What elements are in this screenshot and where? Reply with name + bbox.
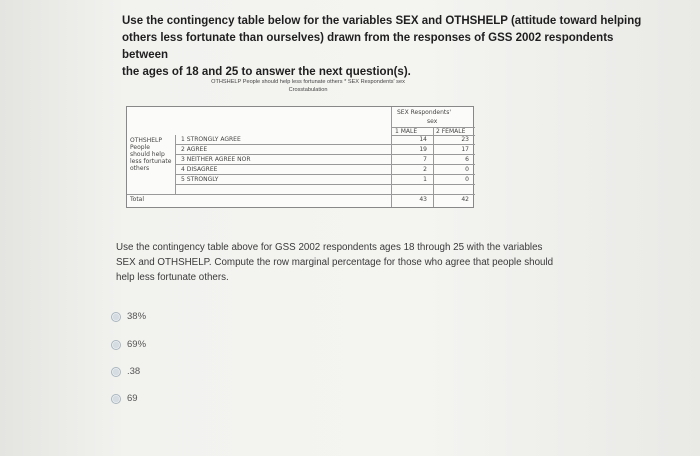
category-label: 2 AGREE: [181, 146, 208, 153]
radio-button[interactable]: [111, 367, 121, 377]
caption-line-1: OTHSHELP People should help less fortunate others * SEX Respondents' sex: [211, 79, 405, 85]
col-header-female: 2 FEMALE: [436, 128, 466, 135]
answer-option-1[interactable]: [111, 311, 146, 322]
caption-line-2: Crosstabulation: [288, 87, 328, 93]
male-count: 7: [423, 156, 427, 163]
option-label: 69: [127, 393, 138, 404]
row-var-line: others: [130, 165, 150, 172]
row-var-line: should help: [130, 151, 165, 158]
male-count: 19: [419, 146, 427, 153]
female-count: 0: [465, 176, 469, 183]
question-line-1: Use the contingency table below for the variables SEX and OTHSHELP (attitude toward helping: [122, 15, 642, 27]
total-male: 43: [419, 196, 427, 203]
row-var-line: OTHSHELP: [130, 137, 162, 144]
question-text: [122, 13, 642, 81]
instruction-text: [116, 240, 636, 285]
answer-option-4[interactable]: [111, 393, 138, 404]
grid-line: [175, 144, 475, 145]
grid-line: [127, 194, 475, 195]
grid-line: [433, 127, 434, 207]
question-line-3: the ages of 18 and 25 to answer the next question(s).: [122, 66, 411, 78]
radio-button[interactable]: [111, 312, 121, 322]
category-label: 5 STRONGLY: [181, 176, 219, 183]
female-count: 0: [465, 166, 469, 173]
crosstab-caption: [160, 78, 456, 94]
row-variable-label: [130, 137, 171, 172]
question-line-2: others less fortunate than ourselves) drawn from the responses of GSS 2002 respondents between: [122, 32, 614, 61]
category-label: 1 STRONGLY AGREE: [181, 136, 241, 143]
total-female: 42: [461, 196, 469, 203]
radio-button[interactable]: [111, 340, 121, 350]
radio-button[interactable]: [111, 394, 121, 404]
category-label: 3 NEITHER AGREE NOR: [181, 156, 251, 163]
grid-line: [175, 164, 475, 165]
total-label: Total: [130, 196, 145, 203]
answer-option-2[interactable]: [111, 339, 146, 350]
option-label: 38%: [127, 311, 147, 322]
category-label: 4 DISAGREE: [181, 166, 218, 173]
instruction-line-1: Use the contingency table above for GSS 2002 respondents ages 18 through 25 with the variables: [116, 242, 543, 253]
grid-line: [175, 154, 475, 155]
female-count: 6: [465, 156, 469, 163]
grid-line: [391, 107, 392, 207]
male-count: 14: [419, 136, 427, 143]
instruction-line-2: SEX and OTHSHELP. Compute the row marginal percentage for those who agree that people should: [116, 257, 554, 268]
male-count: 2: [423, 166, 427, 173]
female-count: 17: [461, 146, 469, 153]
row-var-line: People: [130, 144, 150, 151]
crosstab-table: [126, 106, 474, 208]
grid-line: [175, 184, 475, 185]
col-header-sex: SEX Respondents': [397, 109, 452, 116]
male-count: 1: [423, 176, 427, 183]
row-var-line: less fortunate: [130, 158, 172, 165]
col-header-sex-2: sex: [427, 118, 438, 125]
col-header-male: 1 MALE: [395, 128, 418, 135]
crosstab-block: [126, 78, 476, 208]
female-count: 23: [461, 136, 469, 143]
grid-line: [175, 174, 475, 175]
option-label: .38: [127, 366, 141, 377]
answer-option-3[interactable]: [111, 366, 140, 377]
instruction-line-3: help less fortunate others.: [116, 272, 229, 283]
option-label: 69%: [127, 339, 147, 350]
